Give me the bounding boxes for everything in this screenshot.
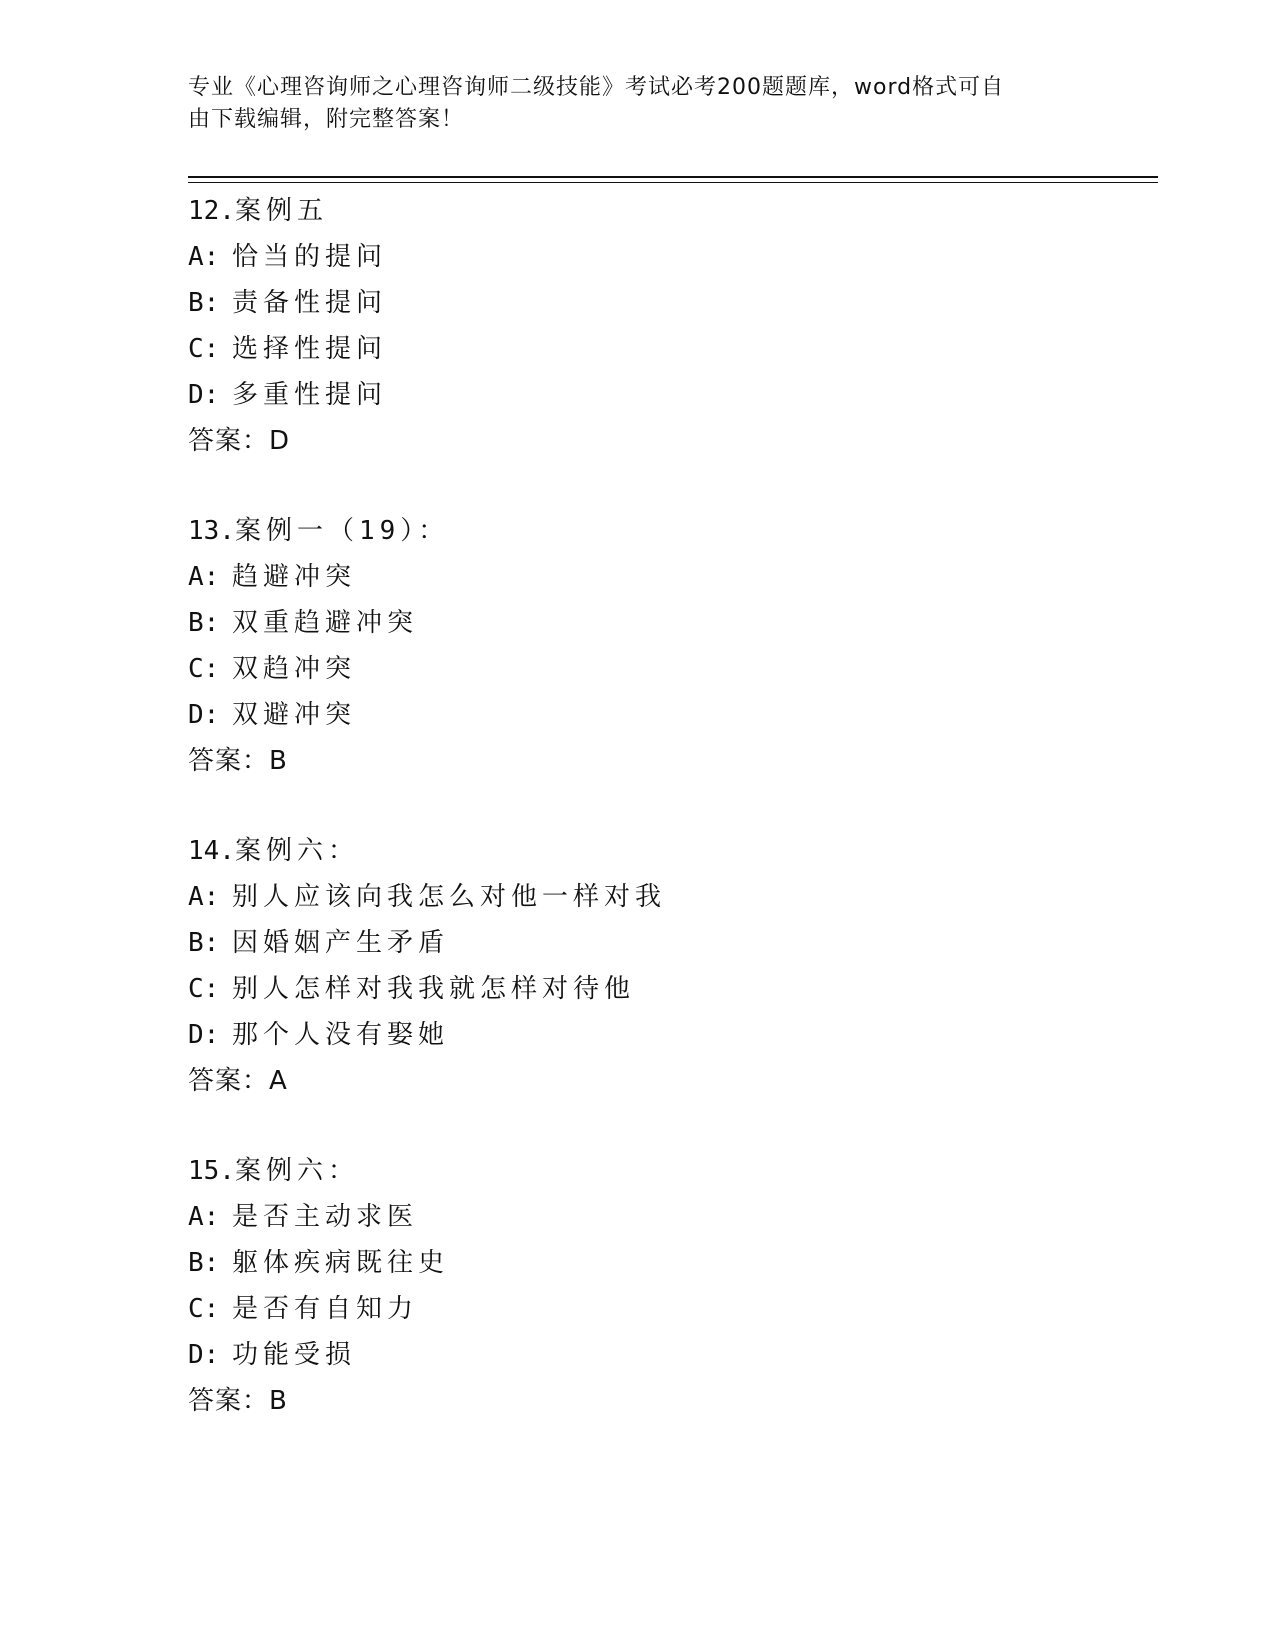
option-label: B:	[188, 608, 220, 638]
option-label: C:	[188, 334, 220, 364]
question-number: 12.	[188, 196, 235, 226]
question-13	[188, 508, 1148, 784]
question-number: 14.	[188, 836, 235, 866]
option-b	[188, 600, 1148, 646]
option-text: 责备性提问	[232, 288, 388, 318]
option-label: D:	[188, 1020, 220, 1050]
question-title	[188, 828, 1148, 874]
option-label: C:	[188, 974, 220, 1004]
question-number: 13.	[188, 516, 235, 546]
header-line-2: 由下载编辑，附完整答案！	[188, 107, 465, 132]
question-list	[188, 188, 1148, 1468]
option-c	[188, 646, 1148, 692]
option-text: 躯体疾病既往史	[232, 1248, 450, 1278]
option-b	[188, 1240, 1148, 1286]
option-label: A:	[188, 1202, 220, 1232]
option-text: 那个人没有娶她	[232, 1020, 450, 1050]
option-label: A:	[188, 562, 220, 592]
header-divider-thick	[188, 176, 1158, 178]
question-12	[188, 188, 1148, 464]
option-text: 趋避冲突	[232, 562, 357, 592]
answer-line: 答案：A	[188, 1066, 288, 1096]
option-label: C:	[188, 654, 220, 684]
question-15	[188, 1148, 1148, 1424]
option-text: 双趋冲突	[232, 654, 357, 684]
option-text: 因婚姻产生矛盾	[232, 928, 450, 958]
option-label: B:	[188, 288, 220, 318]
question-title	[188, 1148, 1148, 1194]
option-label: D:	[188, 700, 220, 730]
option-c	[188, 326, 1148, 372]
answer-line: 答案：D	[188, 426, 291, 456]
question-text: 案例一（19）：	[234, 516, 450, 546]
option-a	[188, 234, 1148, 280]
option-label: D:	[188, 1340, 220, 1370]
option-text: 功能受损	[232, 1340, 357, 1370]
document-header	[188, 72, 1068, 136]
question-title	[188, 508, 1148, 554]
option-b	[188, 280, 1148, 326]
option-a	[188, 554, 1148, 600]
option-d	[188, 372, 1148, 418]
option-a	[188, 874, 1148, 920]
option-text: 是否有自知力	[232, 1294, 419, 1324]
option-d	[188, 1012, 1148, 1058]
question-text: 案例五	[234, 196, 328, 226]
option-text: 多重性提问	[232, 380, 388, 410]
question-number: 15.	[188, 1156, 235, 1186]
option-text: 双避冲突	[232, 700, 357, 730]
option-d	[188, 1332, 1148, 1378]
option-text: 恰当的提问	[232, 242, 388, 272]
option-d	[188, 692, 1148, 738]
option-c	[188, 966, 1148, 1012]
answer-line: 答案：B	[188, 1386, 288, 1416]
option-label: B:	[188, 1248, 220, 1278]
option-b	[188, 920, 1148, 966]
option-label: D:	[188, 380, 220, 410]
question-14	[188, 828, 1148, 1104]
header-divider-thin	[188, 182, 1158, 183]
option-a	[188, 1194, 1148, 1240]
option-label: A:	[188, 882, 220, 912]
question-title	[188, 188, 1148, 234]
answer-line: 答案：B	[188, 746, 288, 776]
question-text: 案例六：	[234, 1156, 359, 1186]
option-text: 选择性提问	[232, 334, 388, 364]
question-text: 案例六：	[234, 836, 359, 866]
option-label: C:	[188, 1294, 220, 1324]
option-text: 别人怎样对我我就怎样对待他	[232, 974, 636, 1004]
option-text: 别人应该向我怎么对他一样对我	[232, 882, 667, 912]
option-label: B:	[188, 928, 220, 958]
option-text: 双重趋避冲突	[232, 608, 419, 638]
option-text: 是否主动求医	[232, 1202, 419, 1232]
header-line-1: 专业《心理咨询师之心理咨询师二级技能》考试必考200题题库，word格式可自	[188, 75, 1005, 100]
option-label: A:	[188, 242, 220, 272]
option-c	[188, 1286, 1148, 1332]
